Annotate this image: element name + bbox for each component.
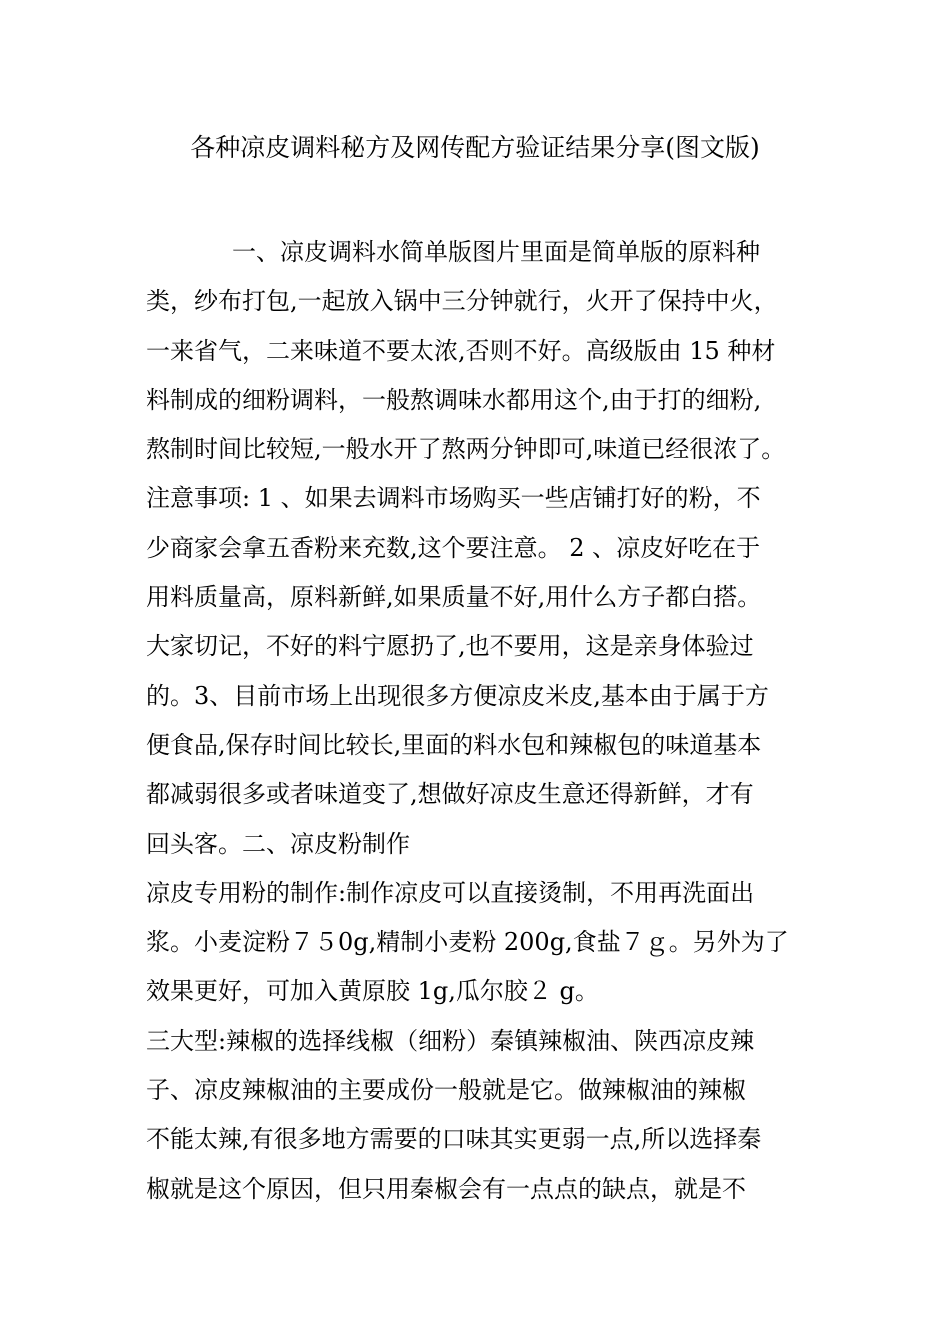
body-line: 效果更好，可加入黄原胶 1g,瓜尔胶２ g。 [146,977,599,1006]
body-line: 椒就是这个原因，但只用秦椒会有一点点的缺点，就是不 [146,1174,746,1203]
document-title: 各种凉皮调料秘方及网传配方验证结果分享(图文版) [190,133,760,162]
body-line: 便食品,保存时间比较长,里面的料水包和辣椒包的味道基本 [146,730,762,759]
body-line: 三大型:辣椒的选择线椒（细粉）秦镇辣椒油、陕西凉皮辣 [146,1026,755,1055]
body-line: 大家切记，不好的料宁愿扔了,也不要用，这是亲身体验过 [146,632,754,661]
body-line: 熬制时间比较短,一般水开了熬两分钟即可,味道已经很浓了。 [146,435,786,464]
body-line: 的。3、目前市场上出现很多方便凉皮米皮,基本由于属于方 [146,681,769,710]
body-line: 用料质量高，原料新鲜,如果质量不好,用什么方子都白搭。 [146,583,762,612]
body-line: 少商家会拿五香粉来充数,这个要注意。 2 、凉皮好吃在于 [146,533,761,562]
body-line: 不能太辣,有很多地方需要的口味其实更弱一点,所以选择秦 [146,1125,762,1154]
body-line: 类，纱布打包,一起放入锅中三分钟就行，火开了保持中火， [146,287,778,316]
body-line: 都减弱很多或者味道变了,想做好凉皮生意还得新鲜，才有 [146,780,754,809]
body-line: 一、凉皮调料水简单版图片里面是简单版的原料种 [232,238,760,266]
body-line: 回头客。二、凉皮粉制作 [146,829,410,858]
body-line: 子、凉皮辣椒油的主要成份一般就是它。做辣椒油的辣椒 [146,1076,746,1105]
body-line: 浆。小麦淀粉７５0g,精制小麦粉 200g,食盐７ｇ。另外为了 [146,928,789,957]
body-line: 注意事项: 1 、如果去调料市场购买一些店铺打好的粉，不 [146,484,761,513]
document-body [146,228,814,1214]
body-line: 凉皮专用粉的制作:制作凉皮可以直接烫制，不用再洗面出 [146,878,755,907]
body-line: 一来省气，二来味道不要太浓,否则不好。高级版由 15 种材 [146,336,776,365]
body-line: 料制成的细粉调料，一般熬调味水都用这个,由于打的细粉, [146,385,762,414]
